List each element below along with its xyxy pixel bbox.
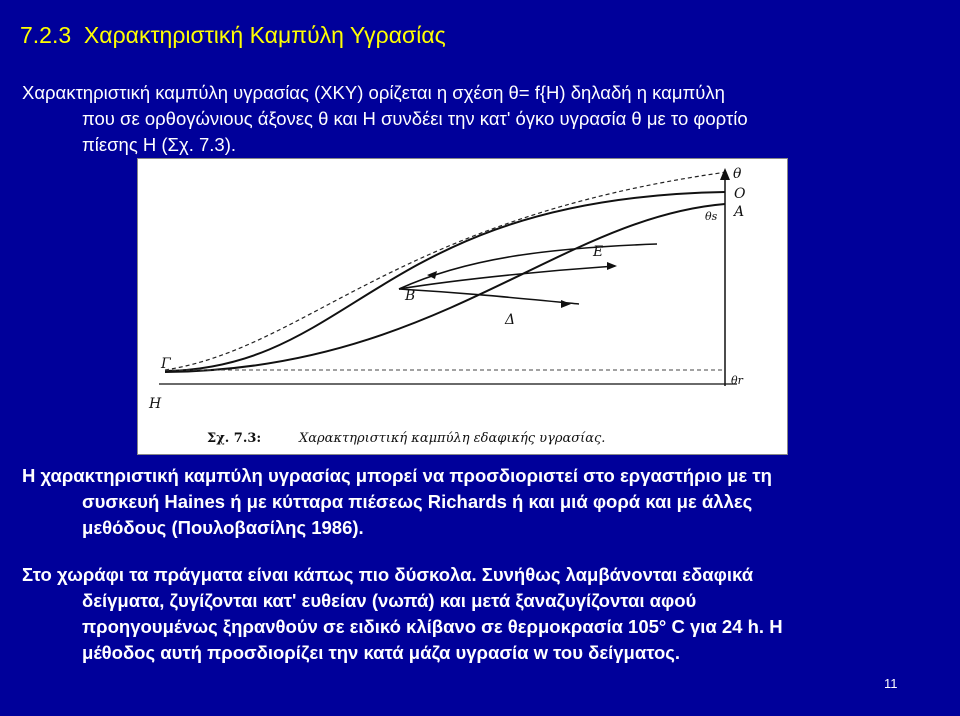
intro-line-2: που σε ορθογώνιους άξονες θ και Η συνδέει την κατ' όγκο υγρασία θ με το φορτίο: [82, 108, 748, 129]
lab-line-3: μεθόδους (Πουλοβασίλης 1986).: [82, 517, 364, 538]
page-number: 11: [884, 676, 898, 691]
moisture-curve-figure: [137, 158, 788, 455]
field-method-paragraph: [22, 562, 932, 666]
label-B: Β: [405, 288, 416, 304]
intro-line-3: πίεσης Η (Σχ. 7.3).: [82, 134, 236, 155]
intro-paragraph: [22, 80, 932, 158]
label-E: Ε: [593, 244, 604, 260]
intro-line-1: Χαρακτηριστική καμπύλη υγρασίας (ΧΚΥ) ορίζεται η σχέση θ= f{H) δηλαδή η καμπύλη: [22, 82, 725, 103]
label-theta: θ: [733, 166, 742, 182]
label-theta-r: θr: [731, 374, 743, 387]
field-line-2: δείγματα, ζυγίζονται κατ' ευθείαν (νωπά) και μετά ξαναζυγίζονται αφού: [82, 590, 697, 611]
label-theta-s: θs: [705, 210, 718, 223]
lab-line-2: συσκευή Haines ή με κύτταρα πιέσεως Richards ή και μιά φορά και με άλλες: [82, 491, 753, 512]
field-line-4: μέθοδος αυτή προσδιορίζει την κατά μάζα υγρασία w του δείγματος.: [82, 642, 681, 663]
label-A: Α: [734, 204, 745, 220]
lab-line-1: Η χαρακτηριστική καμπύλη υγρασίας μπορεί να προσδιοριστεί στο εργαστήριο με τη: [22, 465, 772, 486]
moisture-curve-diagram: [137, 158, 788, 455]
label-O: Ο: [734, 186, 746, 202]
caption-text: Χαρακτηριστική καμπύλη εδαφικής υγρασίας.: [299, 431, 606, 446]
label-Delta: Δ: [505, 312, 516, 328]
label-Gamma: Γ: [161, 356, 171, 372]
slide-title: 7.2.3 Χαρακτηριστική Καμπύλη Υγρασίας: [20, 22, 446, 48]
caption-number: Σχ. 7.3:: [207, 431, 262, 446]
field-line-1: Στο χωράφι τα πράγματα είναι κάπως πιο δύσκολα. Συνήθως λαμβάνονται εδαφικά: [22, 564, 754, 585]
label-H: Η: [149, 396, 162, 412]
field-line-3: προηγουμένως ξηρανθούν σε ειδικό κλίβανο σε θερμοκρασία 105° C για 24 h. Η: [82, 616, 783, 637]
lab-method-paragraph: [22, 463, 932, 541]
